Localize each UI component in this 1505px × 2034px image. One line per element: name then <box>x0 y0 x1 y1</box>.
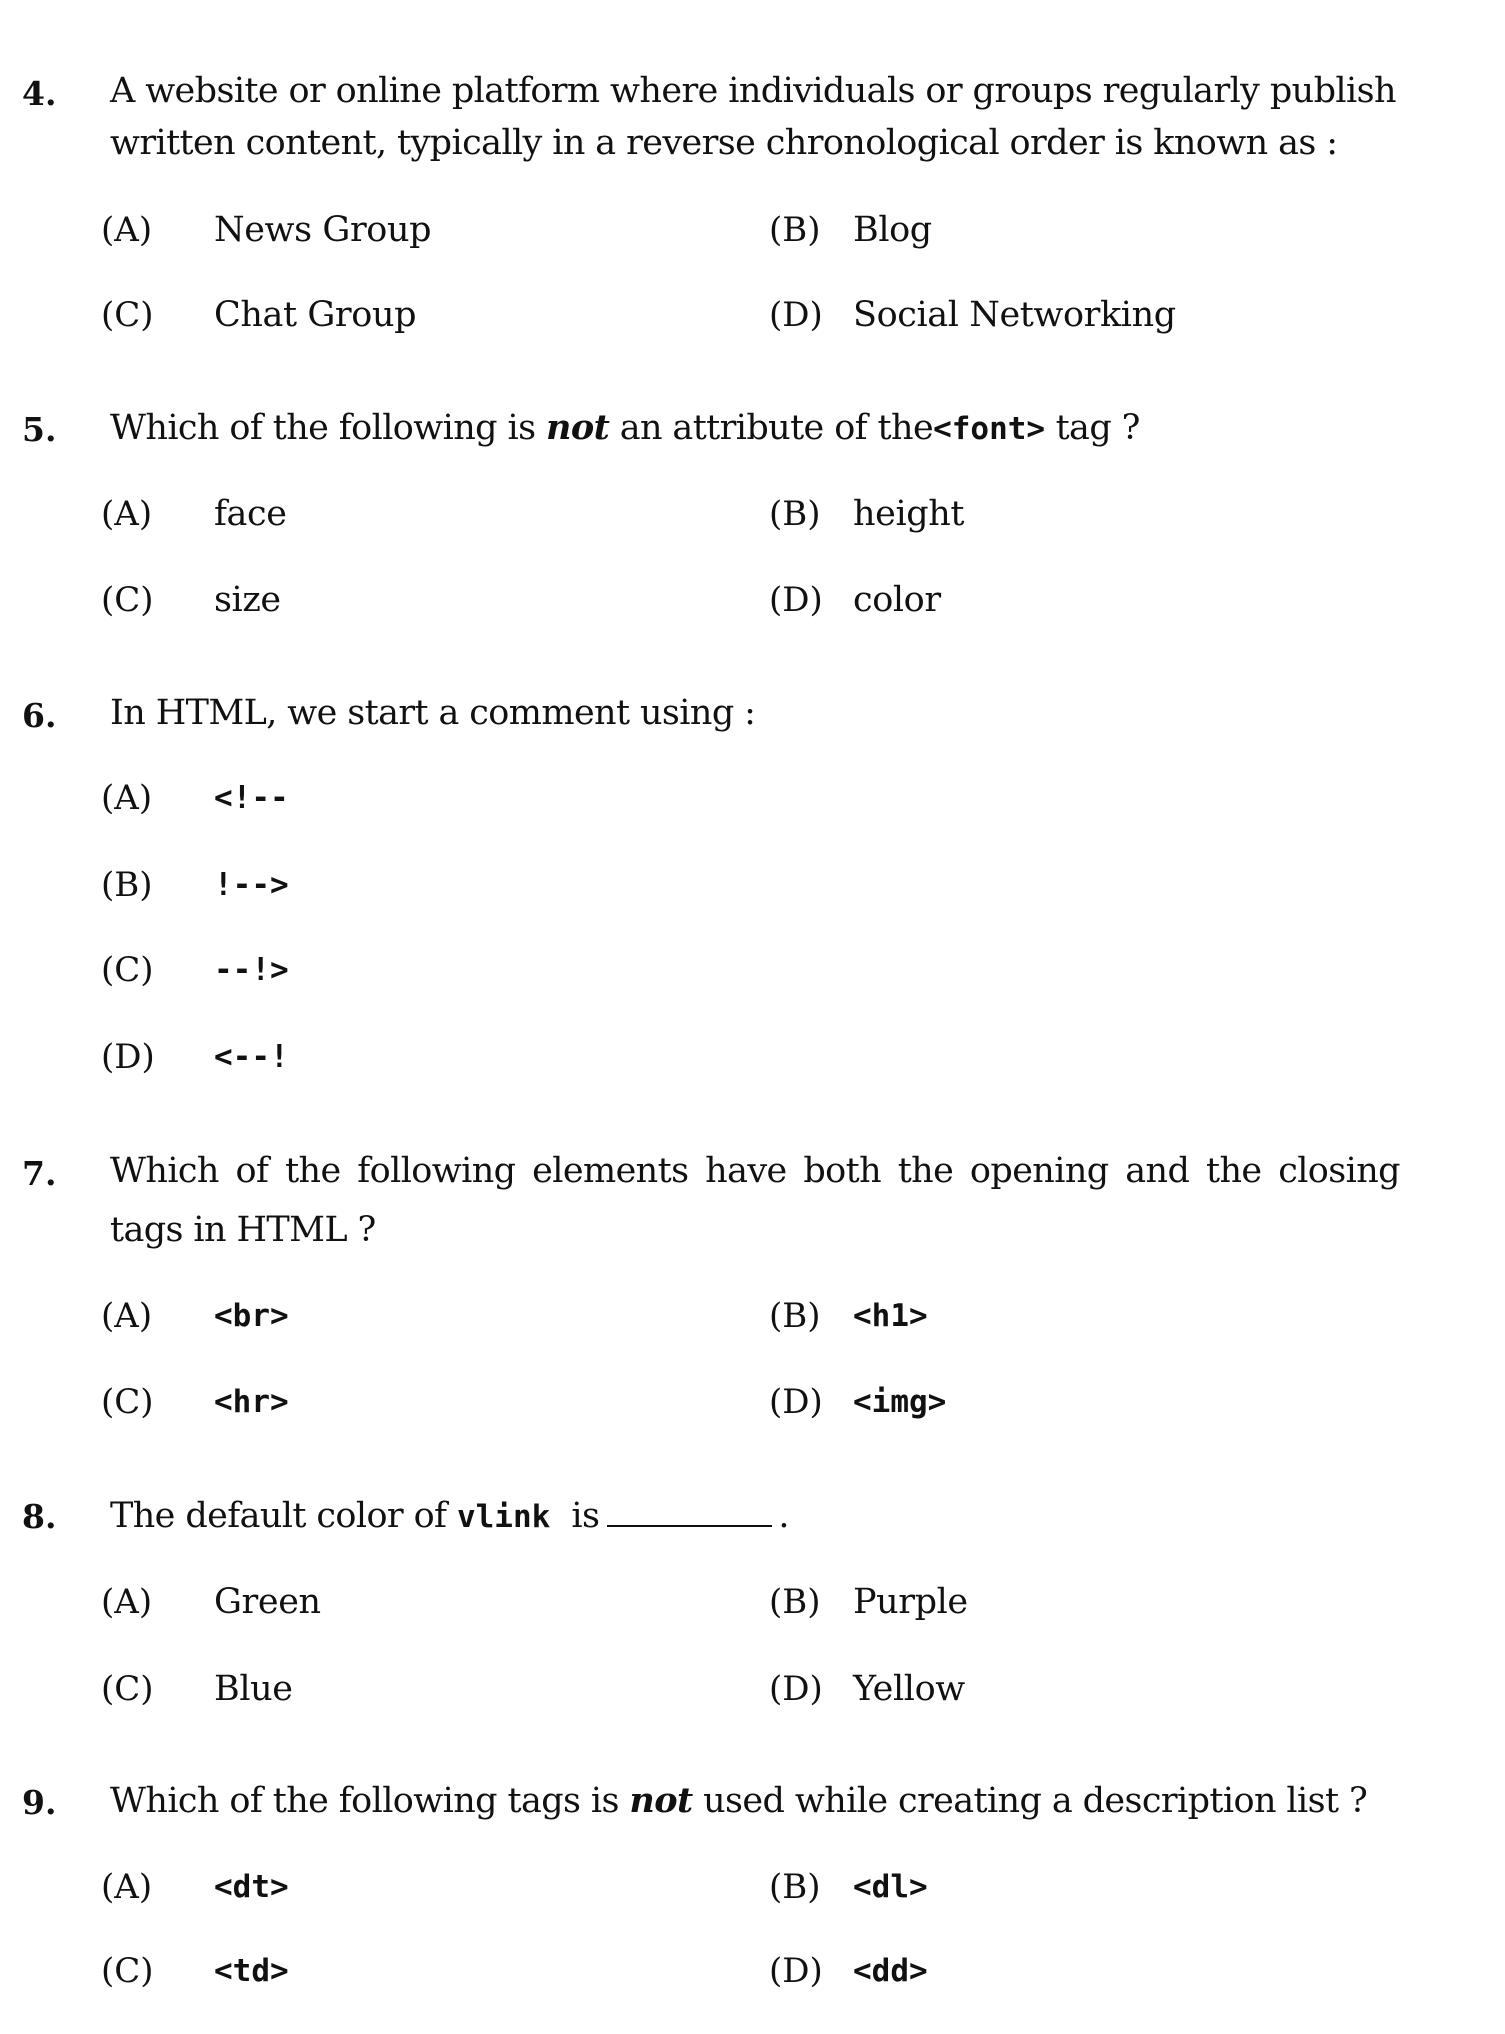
question-text <box>110 1780 1368 1821</box>
option-d-text: color <box>853 580 941 620</box>
question-text-line2: tags in HTML ? <box>110 1210 376 1250</box>
option-c-text: --!> <box>214 952 289 988</box>
answer-blank <box>607 1497 772 1527</box>
question-number: 7. <box>22 1154 57 1193</box>
option-d-letter: (D) <box>769 580 823 620</box>
word: have <box>705 1151 787 1191</box>
word: of <box>235 1151 269 1191</box>
option-c-letter: (C) <box>101 1951 154 1991</box>
question-text-line1 <box>110 1151 1400 1191</box>
option-c-text: Blue <box>214 1669 293 1709</box>
word: elements <box>532 1151 689 1191</box>
question-text-part: Which of the following is <box>110 408 536 448</box>
option-d-letter: (D) <box>769 295 823 335</box>
option-b-letter: (B) <box>769 1582 821 1622</box>
option-c-letter: (C) <box>101 580 154 620</box>
option-a-letter: (A) <box>101 778 153 818</box>
question-number: 8. <box>22 1497 57 1536</box>
period: . <box>778 1496 789 1536</box>
option-c-text: <td> <box>214 1953 289 1989</box>
option-b-letter: (B) <box>769 210 821 250</box>
option-b-text: Blog <box>853 210 932 250</box>
option-b-text: !--> <box>214 867 289 903</box>
emphasis-not: not <box>545 407 610 448</box>
option-a-text: News Group <box>214 210 432 250</box>
word: closing <box>1278 1151 1400 1191</box>
emphasis-not: not <box>629 1780 693 1821</box>
option-b-letter: (B) <box>101 865 153 905</box>
code-vlink: vlink <box>456 1499 551 1535</box>
option-b-text: Purple <box>853 1582 968 1622</box>
option-c-text: Chat Group <box>214 295 417 335</box>
option-b-text: height <box>853 494 965 534</box>
option-b-letter: (B) <box>769 1296 821 1336</box>
question-text <box>110 407 1140 448</box>
question-text-line1: A website or online platform where individuals or groups regularly publish <box>110 71 1396 111</box>
option-b-text: <h1> <box>853 1298 928 1334</box>
option-a-letter: (A) <box>101 1867 153 1907</box>
option-d-letter: (D) <box>101 1037 155 1077</box>
option-a-text: <br> <box>214 1298 289 1334</box>
option-d-text: Yellow <box>853 1669 965 1709</box>
option-d-letter: (D) <box>769 1669 823 1709</box>
option-d-text: <dd> <box>853 1953 928 1989</box>
option-c-letter: (C) <box>101 1669 154 1709</box>
option-d-text: <--! <box>214 1039 289 1075</box>
option-c-text: <hr> <box>214 1384 289 1420</box>
word: the <box>1205 1151 1262 1191</box>
option-a-letter: (A) <box>101 1582 153 1622</box>
option-d-letter: (D) <box>769 1382 823 1422</box>
question-text: In HTML, we start a comment using : <box>110 693 756 733</box>
question-text <box>110 1497 789 1534</box>
word: the <box>897 1151 954 1191</box>
word: following <box>357 1151 516 1191</box>
option-d-text: Social Networking <box>853 295 1176 335</box>
question-text-part: Which of the following tags is <box>110 1781 619 1821</box>
code-font-tag: <font> <box>933 411 1046 447</box>
question-number: 4. <box>22 74 57 113</box>
question-text-part: tag ? <box>1055 408 1140 448</box>
question-text-part: is <box>571 1496 600 1536</box>
option-c-text: size <box>214 580 281 620</box>
question-number: 5. <box>22 410 57 449</box>
option-a-letter: (A) <box>101 210 153 250</box>
option-c-letter: (C) <box>101 950 154 990</box>
option-b-letter: (B) <box>769 1867 821 1907</box>
option-b-text: <dl> <box>853 1869 928 1905</box>
word: and <box>1125 1151 1190 1191</box>
question-text-part: The default color of <box>110 1496 447 1536</box>
option-a-text: face <box>214 494 287 534</box>
option-d-letter: (D) <box>769 1951 823 1991</box>
option-c-letter: (C) <box>101 295 154 335</box>
word: both <box>803 1151 882 1191</box>
question-number: 9. <box>22 1783 57 1822</box>
option-a-text: <dt> <box>214 1869 289 1905</box>
word: Which <box>110 1151 219 1191</box>
word: opening <box>969 1151 1109 1191</box>
question-text-line2: written content, typically in a reverse chronological order is known as : <box>110 123 1338 163</box>
option-a-text: Green <box>214 1582 321 1622</box>
question-number: 6. <box>22 696 57 735</box>
option-b-letter: (B) <box>769 494 821 534</box>
option-a-letter: (A) <box>101 494 153 534</box>
option-a-letter: (A) <box>101 1296 153 1336</box>
question-text-part: an attribute of the <box>619 408 934 448</box>
option-d-text: <img> <box>853 1384 947 1420</box>
word: the <box>285 1151 341 1191</box>
option-a-text: <!-- <box>214 780 289 816</box>
question-text-part: used while creating a description list ? <box>703 1781 1368 1821</box>
option-c-letter: (C) <box>101 1382 154 1422</box>
